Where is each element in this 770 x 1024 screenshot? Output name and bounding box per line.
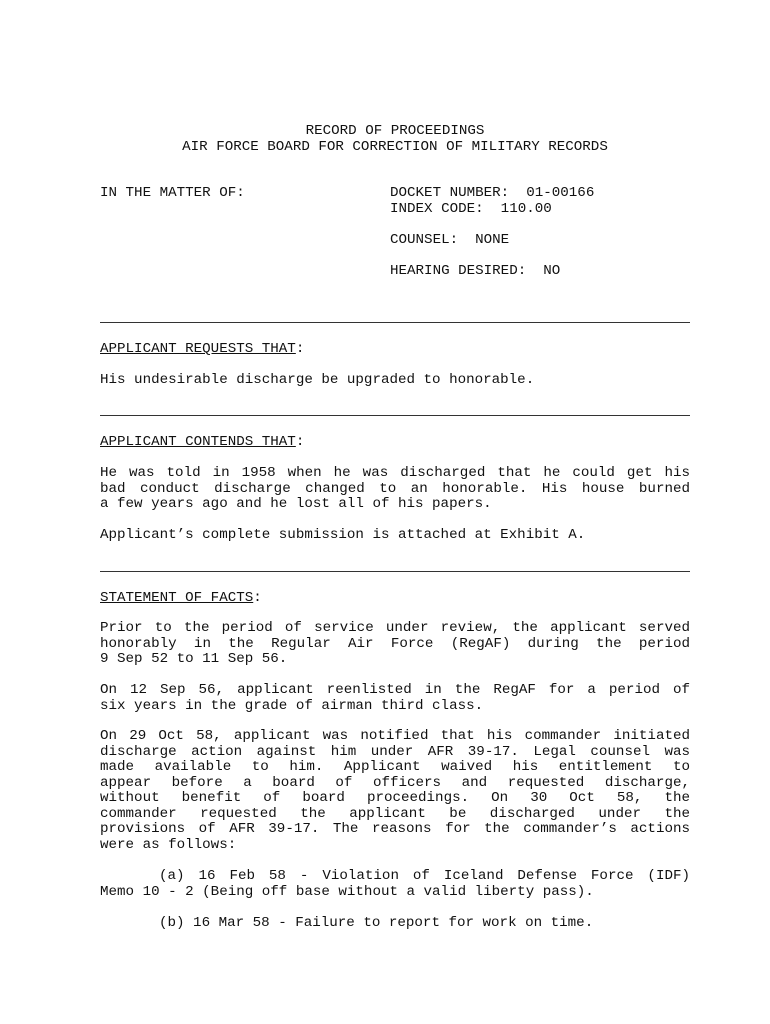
contends-heading: APPLICANT CONTENDS THAT: — [100, 434, 305, 450]
reason-item-b: (b) 16 Mar 58 - Failure to report for work on time. — [159, 915, 594, 931]
section-divider — [100, 571, 690, 572]
section-divider — [100, 415, 690, 416]
docket-number: DOCKET NUMBER: 01-00166 — [390, 185, 595, 201]
facts-heading: STATEMENT OF FACTS: — [100, 590, 262, 606]
reason-item-a: (a) 16 Feb 58 - Violation of Iceland Defense Force (IDF) Memo 10 - 2 (Being off base without a valid liberty pass). — [100, 868, 690, 900]
facts-paragraph-2: On 12 Sep 56, applicant reenlisted in the RegAF for a period of six years in the grade of airman third class. — [100, 682, 690, 714]
index-code: INDEX CODE: 110.00 — [390, 201, 552, 217]
contends-paragraph: He was told in 1958 when he was discharged that he could get his bad conduct discharge changed to an honorable. His house burned a few years ago and he lost all of his papers. — [100, 465, 690, 512]
facts-paragraph-3: On 29 Oct 58, applicant was notified that his commander initiated discharge action against him under AFR 39-17. Legal counsel was made available to him. Applicant waived his entitlement to appear before a board of officers and requested discharge, without benefit of board proceedings. On 30 Oct 58, the commander requested the applicant be discharged under the provisions of AFR 39-17. The reasons for the commander’s actions were as follows: — [100, 728, 690, 853]
hearing-desired: HEARING DESIRED: NO — [390, 263, 561, 279]
counsel: COUNSEL: NONE — [390, 232, 510, 248]
record-title: RECORD OF PROCEEDINGS — [305, 123, 485, 139]
requests-text: His undesirable discharge be upgraded to honorable. — [100, 372, 535, 388]
requests-heading: APPLICANT REQUESTS THAT: — [100, 341, 305, 357]
matter-label: IN THE MATTER OF: — [100, 185, 245, 201]
board-title: AIR FORCE BOARD FOR CORRECTION OF MILITARY RECORDS — [182, 139, 608, 155]
section-divider — [100, 322, 690, 323]
facts-paragraph-1: Prior to the period of service under review, the applicant served honorably in the Regular Air Force (RegAF) during the period 9 Sep 52 to 11 Sep 56. — [100, 620, 690, 667]
exhibit-note: Applicant’s complete submission is attached at Exhibit A. — [100, 527, 586, 543]
